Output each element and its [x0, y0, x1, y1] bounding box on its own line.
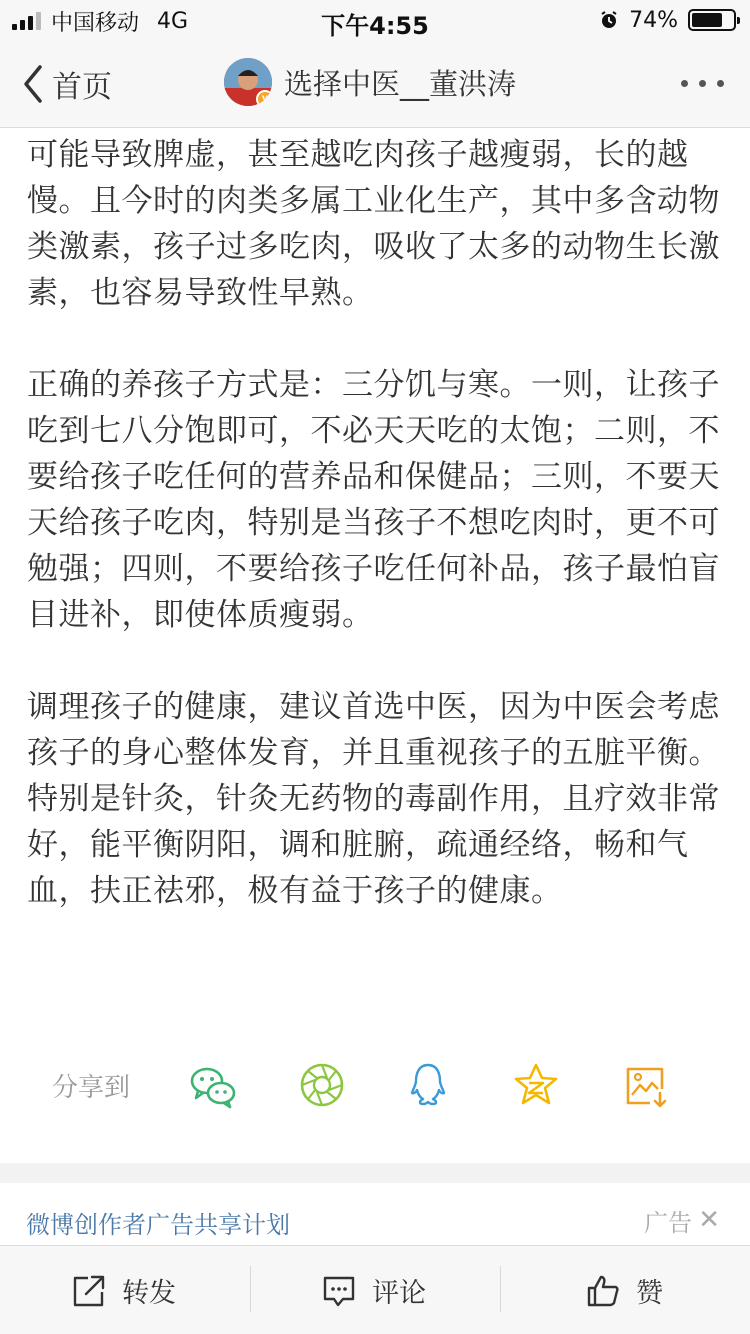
share-row — [0, 1055, 750, 1115]
comment-button[interactable] — [322, 1246, 426, 1334]
ad-tag: 广告 — [644, 1209, 692, 1237]
ad-close-icon[interactable]: ✕ — [698, 1205, 720, 1235]
save-image-icon[interactable] — [622, 1061, 670, 1109]
navigation-bar — [0, 40, 750, 128]
back-label: 首页 — [52, 70, 112, 105]
repost-icon — [72, 1274, 106, 1308]
verified-badge-icon: v — [256, 90, 272, 106]
ad-row — [0, 1183, 750, 1245]
article-paragraph: 正确的养孩子方式是：三分饥与寒。一则，让孩子吃到七八分饱即可，不必天天吃的太饱；二则，不要给孩子吃任何的营养品和保健品；三则，不要天天给孩子吃肉，特别是当孩子不想吃肉时，更不可勉强；四则，不要给孩子吃任何补品，孩子最怕盲目进补，即使体质瘦弱。 — [27, 367, 720, 633]
divider — [500, 1266, 501, 1312]
battery-fill — [692, 13, 722, 27]
section-separator — [0, 1163, 750, 1183]
thumbs-up-icon — [586, 1274, 620, 1308]
comment-icon — [322, 1274, 356, 1308]
like-button[interactable] — [586, 1246, 663, 1334]
page-title: 选择中医__董洪涛 — [284, 66, 517, 101]
article-paragraph: 可能导致脾虚，甚至越吃肉孩子越瘦弱，长的越慢。且今时的肉类多属工业化生产，其中多含动物类激素，孩子过多吃肉，吸收了太多的动物生长激素，也容易导致性早熟。 — [27, 137, 720, 311]
nav-author[interactable] — [224, 58, 516, 106]
back-button[interactable] — [20, 62, 112, 106]
carrier-name: 中国移动 — [51, 10, 140, 36]
bottom-action-bar — [0, 1245, 750, 1334]
more-dot-icon — [681, 80, 688, 87]
like-label: 赞 — [636, 1278, 663, 1309]
network-type: 4G — [157, 8, 189, 34]
more-options-button[interactable] — [681, 80, 724, 87]
battery-percent: 74% — [629, 7, 678, 33]
status-right — [599, 7, 736, 33]
ad-link[interactable]: 微博创作者广告共享计划 — [26, 1211, 290, 1239]
status-time: 下午4:55 — [321, 12, 429, 40]
chevron-left-icon — [20, 63, 46, 105]
article-body — [27, 132, 727, 914]
qzone-icon[interactable] — [512, 1061, 560, 1109]
more-dot-icon — [717, 80, 724, 87]
more-dot-icon — [699, 80, 706, 87]
article-paragraph: 调理孩子的健康，建议首选中医，因为中医会考虑孩子的身心整体发育，并且重视孩子的五脏平衡。特别是针灸，针灸无药物的毒副作用，且疗效非常好，能平衡阴阳，调和脏腑，疏通经络，畅和气血，扶正祛邪，极有益于孩子的健康。 — [27, 689, 720, 909]
wechat-icon[interactable] — [188, 1061, 238, 1111]
repost-button[interactable] — [72, 1246, 176, 1334]
avatar[interactable] — [224, 58, 272, 106]
repost-label: 转发 — [122, 1278, 176, 1309]
comment-label: 评论 — [372, 1278, 426, 1309]
alarm-icon — [599, 10, 619, 30]
qq-icon[interactable] — [404, 1061, 452, 1109]
moments-icon[interactable] — [298, 1061, 346, 1109]
divider — [250, 1266, 251, 1312]
share-label: 分享到 — [52, 1073, 131, 1103]
status-bar — [0, 0, 750, 40]
battery-icon — [688, 9, 736, 31]
